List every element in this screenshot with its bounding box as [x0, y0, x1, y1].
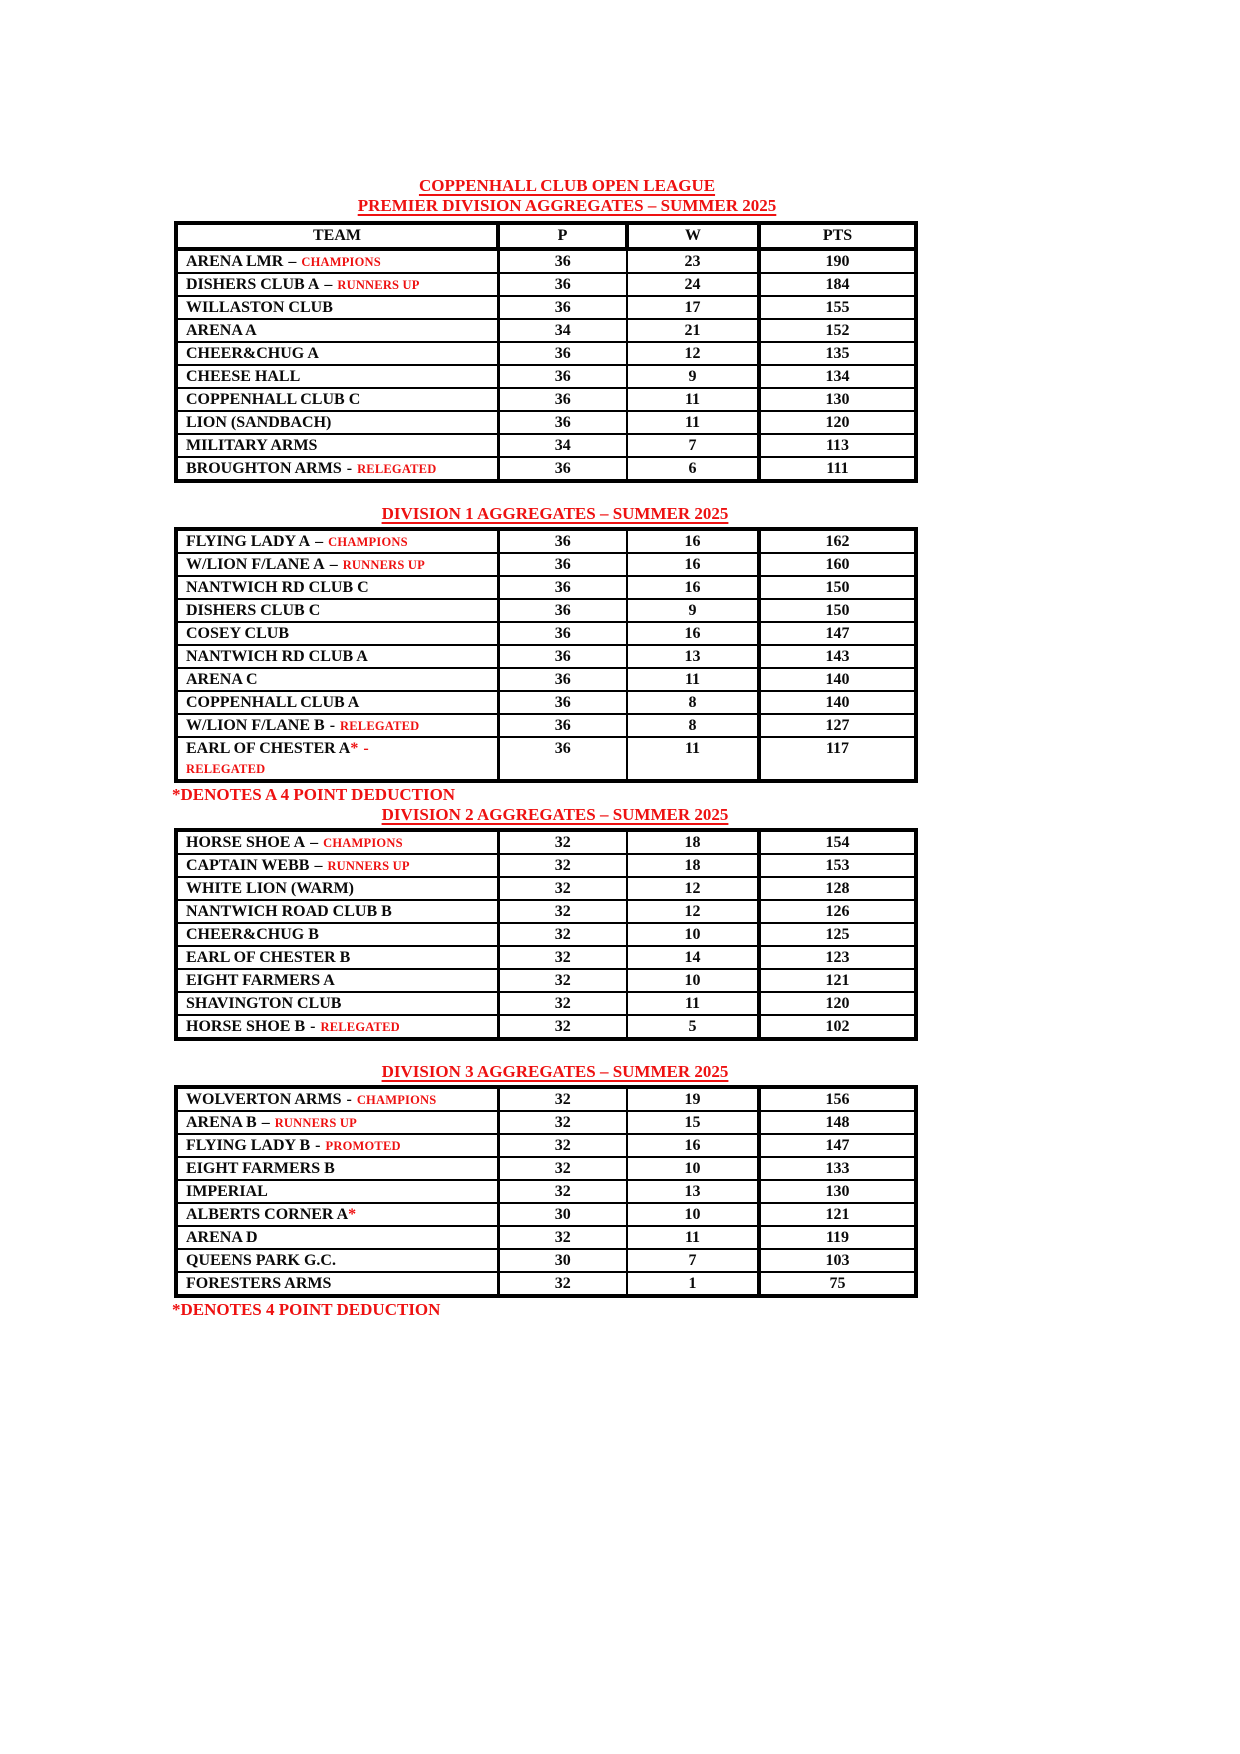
- status-annotation: RUNNERS UP: [342, 558, 425, 572]
- points-value: 140: [759, 691, 916, 714]
- team-cell: [176, 249, 498, 273]
- team-name: FLYING LADY A: [186, 533, 311, 550]
- points-value: 153: [759, 854, 916, 877]
- status-annotation: RUNNERS UP: [327, 859, 410, 873]
- played-value: 30: [498, 1203, 627, 1226]
- team-name: DISHERS CLUB A: [186, 276, 320, 293]
- played-value: 32: [498, 1157, 627, 1180]
- points-value: 75: [759, 1272, 916, 1296]
- status-annotation: CHAMPIONS: [328, 535, 408, 549]
- wins-value: 16: [627, 576, 759, 599]
- points-value: 155: [759, 296, 916, 319]
- team-cell: [176, 365, 498, 388]
- points-value: 113: [759, 434, 916, 457]
- team-name: ARENA A: [186, 322, 257, 339]
- points-value: 143: [759, 645, 916, 668]
- team-cell: [176, 1157, 498, 1180]
- played-value: 32: [498, 969, 627, 992]
- division-1-heading: DIVISION 1 AGGREGATES – SUMMER 2025: [381, 504, 729, 523]
- points-value: 140: [759, 668, 916, 691]
- table-row: [176, 1087, 916, 1111]
- division-2-heading: DIVISION 2 AGGREGATES – SUMMER 2025: [381, 805, 729, 824]
- separator-dash: -: [315, 1137, 321, 1154]
- separator-dash: -: [346, 460, 353, 477]
- team-cell: [176, 1134, 498, 1157]
- points-value: 121: [759, 969, 916, 992]
- table-row: [176, 1015, 916, 1039]
- team-name: CHEER&CHUG A: [186, 345, 319, 362]
- team-name: COPPENHALL CLUB A: [186, 694, 360, 711]
- team-cell: [176, 529, 498, 553]
- status-annotation: RUNNERS UP: [337, 278, 420, 292]
- wins-value: 11: [627, 992, 759, 1015]
- team-name: HORSE SHOE A: [186, 834, 306, 851]
- division-1-table: [174, 527, 918, 783]
- table-row: [176, 622, 916, 645]
- team-name: HORSE SHOE B: [186, 1018, 306, 1035]
- column-header-team: TEAM: [176, 223, 498, 249]
- separator-dash: –: [315, 533, 324, 550]
- team-cell: [176, 319, 498, 342]
- played-value: 32: [498, 946, 627, 969]
- played-value: 32: [498, 1272, 627, 1296]
- table-row: [176, 296, 916, 319]
- table-row: [176, 645, 916, 668]
- section-premier-division: [172, 221, 932, 483]
- separator-dash: –: [288, 253, 297, 270]
- wins-value: 10: [627, 969, 759, 992]
- points-value: 121: [759, 1203, 916, 1226]
- wins-value: 12: [627, 900, 759, 923]
- points-value: 111: [759, 457, 916, 481]
- table-row: [176, 411, 916, 434]
- wins-value: 13: [627, 1180, 759, 1203]
- points-value: 133: [759, 1157, 916, 1180]
- team-name: W/LION F/LANE B: [186, 717, 325, 734]
- team-cell: [176, 923, 498, 946]
- played-value: 32: [498, 1226, 627, 1249]
- played-value: 34: [498, 434, 627, 457]
- points-value: 148: [759, 1111, 916, 1134]
- header-row: [176, 223, 916, 249]
- played-value: 32: [498, 1015, 627, 1039]
- separator-dash: -: [310, 1018, 316, 1035]
- separator-dash: –: [324, 276, 333, 293]
- points-value: 134: [759, 365, 916, 388]
- status-annotation: CHAMPIONS: [323, 836, 403, 850]
- table-row: [176, 854, 916, 877]
- team-name: ARENA LMR: [186, 253, 284, 270]
- wins-value: 23: [627, 249, 759, 273]
- team-name: CHEER&CHUG B: [186, 926, 319, 943]
- team-name: COSEY CLUB: [186, 625, 289, 642]
- points-value: 154: [759, 830, 916, 854]
- wins-value: 18: [627, 830, 759, 854]
- team-name: IMPERIAL: [186, 1183, 268, 1200]
- division-2-table: [174, 828, 918, 1041]
- wins-value: 7: [627, 434, 759, 457]
- team-cell: [176, 946, 498, 969]
- played-value: 36: [498, 249, 627, 273]
- table-row: [176, 342, 916, 365]
- table-row: [176, 737, 916, 781]
- played-value: 32: [498, 830, 627, 854]
- team-cell: [176, 714, 498, 737]
- played-value: 32: [498, 877, 627, 900]
- table-row: [176, 319, 916, 342]
- wins-value: 15: [627, 1111, 759, 1134]
- table-row: [176, 273, 916, 296]
- separator-dash: –: [314, 857, 323, 874]
- team-cell: [176, 668, 498, 691]
- column-header-played: P: [498, 223, 627, 249]
- table-row: [176, 877, 916, 900]
- table-row: [176, 969, 916, 992]
- played-value: 32: [498, 1180, 627, 1203]
- team-cell: [176, 388, 498, 411]
- team-name: CHEESE HALL: [186, 368, 301, 385]
- table-row: [176, 529, 916, 553]
- table-row: [176, 691, 916, 714]
- wins-value: 8: [627, 714, 759, 737]
- team-cell: [176, 877, 498, 900]
- team-cell: [176, 830, 498, 854]
- table-row: [176, 1249, 916, 1272]
- table-row: [176, 249, 916, 273]
- table-row: [176, 1134, 916, 1157]
- played-value: 36: [498, 296, 627, 319]
- wins-value: 6: [627, 457, 759, 481]
- points-value: 130: [759, 1180, 916, 1203]
- table-row: [176, 599, 916, 622]
- wins-value: 14: [627, 946, 759, 969]
- played-value: 32: [498, 923, 627, 946]
- wins-value: 8: [627, 691, 759, 714]
- table-row: [176, 923, 916, 946]
- played-value: 36: [498, 714, 627, 737]
- team-name: QUEENS PARK G.C.: [186, 1252, 336, 1269]
- team-cell: [176, 737, 498, 781]
- premier-division-table: [174, 221, 918, 483]
- played-value: 36: [498, 737, 627, 781]
- table-row: [176, 830, 916, 854]
- status-annotation: CHAMPIONS: [301, 255, 381, 269]
- played-value: 34: [498, 319, 627, 342]
- table-row: [176, 714, 916, 737]
- wins-value: 16: [627, 553, 759, 576]
- status-annotation: RUNNERS UP: [274, 1116, 357, 1130]
- team-cell: [176, 273, 498, 296]
- team-name: ARENA C: [186, 671, 258, 688]
- status-annotation: RELEGATED: [357, 462, 437, 476]
- team-cell: [176, 622, 498, 645]
- team-cell: [176, 1180, 498, 1203]
- played-value: 36: [498, 273, 627, 296]
- points-value: 123: [759, 946, 916, 969]
- points-value: 156: [759, 1087, 916, 1111]
- team-name: WILLASTON CLUB: [186, 299, 333, 316]
- column-header-wins: W: [627, 223, 759, 249]
- table-row: [176, 668, 916, 691]
- played-value: 36: [498, 576, 627, 599]
- wins-value: 24: [627, 273, 759, 296]
- table-row: [176, 388, 916, 411]
- points-value: 102: [759, 1015, 916, 1039]
- points-value: 135: [759, 342, 916, 365]
- team-name: NANTWICH RD CLUB C: [186, 579, 369, 596]
- separator-dash: –: [329, 556, 338, 573]
- wins-value: 10: [627, 923, 759, 946]
- played-value: 36: [498, 365, 627, 388]
- wins-value: 1: [627, 1272, 759, 1296]
- team-cell: [176, 434, 498, 457]
- wins-value: 11: [627, 668, 759, 691]
- team-cell: [176, 599, 498, 622]
- wins-value: 12: [627, 877, 759, 900]
- points-value: 152: [759, 319, 916, 342]
- played-value: 32: [498, 900, 627, 923]
- team-name: W/LION F/LANE A: [186, 556, 325, 573]
- team-cell: [176, 457, 498, 481]
- played-value: 32: [498, 1134, 627, 1157]
- team-name: EIGHT FARMERS A: [186, 972, 335, 989]
- points-value: 125: [759, 923, 916, 946]
- played-value: 30: [498, 1249, 627, 1272]
- separator-dash: -: [346, 1091, 352, 1108]
- team-name: WHITE LION (WARM): [186, 880, 355, 897]
- team-name: FLYING LADY B: [186, 1137, 311, 1154]
- points-value: 128: [759, 877, 916, 900]
- played-value: 32: [498, 1111, 627, 1134]
- team-cell: [176, 1111, 498, 1134]
- played-value: 36: [498, 599, 627, 622]
- wins-value: 11: [627, 737, 759, 781]
- team-name: NANTWICH RD CLUB A: [186, 648, 368, 665]
- wins-value: 9: [627, 365, 759, 388]
- wins-value: 7: [627, 1249, 759, 1272]
- title-line-2: PREMIER DIVISION AGGREGATES – SUMMER 2025: [357, 196, 777, 215]
- points-value: 126: [759, 900, 916, 923]
- wins-value: 11: [627, 388, 759, 411]
- team-cell: [176, 411, 498, 434]
- wins-value: 16: [627, 622, 759, 645]
- division-3-footnote: *DENOTES 4 POINT DEDUCTION: [172, 1300, 441, 1319]
- wins-value: 9: [627, 599, 759, 622]
- played-value: 36: [498, 645, 627, 668]
- team-name: FORESTERS ARMS: [186, 1275, 332, 1292]
- played-value: 36: [498, 342, 627, 365]
- team-name: EARL OF CHESTER A: [186, 740, 351, 757]
- played-value: 36: [498, 411, 627, 434]
- division-1-footnote: *DENOTES A 4 POINT DEDUCTION: [172, 785, 456, 804]
- wins-value: 13: [627, 645, 759, 668]
- team-name: BROUGHTON ARMS: [186, 460, 342, 477]
- section-division-1: [172, 504, 932, 804]
- division-3-heading: DIVISION 3 AGGREGATES – SUMMER 2025: [381, 1062, 729, 1081]
- team-cell: [176, 992, 498, 1015]
- points-value: 127: [759, 714, 916, 737]
- team-name: CAPTAIN WEBB: [186, 857, 310, 874]
- table-row: [176, 434, 916, 457]
- table-row: [176, 946, 916, 969]
- wins-value: 11: [627, 411, 759, 434]
- deduction-asterisk: *: [348, 1206, 357, 1223]
- team-name: SHAVINGTON CLUB: [186, 995, 342, 1012]
- points-value: 184: [759, 273, 916, 296]
- team-cell: [176, 1087, 498, 1111]
- status-annotation: PROMOTED: [325, 1139, 401, 1153]
- table-row: [176, 1226, 916, 1249]
- team-cell: [176, 1015, 498, 1039]
- team-cell: [176, 969, 498, 992]
- title-line-1: COPPENHALL CLUB OPEN LEAGUE: [418, 176, 716, 195]
- section-division-3: [172, 1062, 932, 1319]
- team-cell: [176, 553, 498, 576]
- wins-value: 10: [627, 1203, 759, 1226]
- team-name: COPPENHALL CLUB C: [186, 391, 361, 408]
- points-value: 130: [759, 388, 916, 411]
- team-cell: [176, 296, 498, 319]
- separator-dash: -: [363, 740, 369, 757]
- separator-dash: -: [329, 717, 336, 734]
- points-value: 190: [759, 249, 916, 273]
- separator-dash: –: [261, 1114, 270, 1131]
- status-annotation: CHAMPIONS: [356, 1093, 437, 1107]
- wins-value: 16: [627, 1134, 759, 1157]
- table-row: [176, 553, 916, 576]
- played-value: 32: [498, 854, 627, 877]
- team-cell: [176, 854, 498, 877]
- team-cell: [176, 1226, 498, 1249]
- team-cell: [176, 1249, 498, 1272]
- played-value: 36: [498, 529, 627, 553]
- wins-value: 11: [627, 1226, 759, 1249]
- team-name: LION (SANDBACH): [186, 414, 332, 431]
- document-content: [172, 176, 932, 1319]
- table-row: [176, 576, 916, 599]
- wins-value: 19: [627, 1087, 759, 1111]
- wins-value: 17: [627, 296, 759, 319]
- division-3-table: [174, 1085, 918, 1298]
- wins-value: 5: [627, 1015, 759, 1039]
- points-value: 162: [759, 529, 916, 553]
- table-row: [176, 900, 916, 923]
- points-value: 119: [759, 1226, 916, 1249]
- team-cell: [176, 1203, 498, 1226]
- team-cell: [176, 1272, 498, 1296]
- played-value: 36: [498, 622, 627, 645]
- team-name: EARL OF CHESTER B: [186, 949, 351, 966]
- separator-dash: –: [310, 834, 319, 851]
- points-value: 150: [759, 576, 916, 599]
- points-value: 120: [759, 411, 916, 434]
- team-name: ARENA B: [186, 1114, 257, 1131]
- team-cell: [176, 900, 498, 923]
- points-value: 160: [759, 553, 916, 576]
- table-row: [176, 992, 916, 1015]
- points-value: 103: [759, 1249, 916, 1272]
- status-annotation: RELEGATED: [340, 719, 420, 733]
- wins-value: 21: [627, 319, 759, 342]
- section-division-2: [172, 805, 932, 1041]
- team-name: WOLVERTON ARMS: [186, 1091, 342, 1108]
- team-cell: [176, 576, 498, 599]
- team-name: EIGHT FARMERS B: [186, 1160, 335, 1177]
- table-row: [176, 1272, 916, 1296]
- table-row: [176, 457, 916, 481]
- played-value: 32: [498, 1087, 627, 1111]
- table-row: [176, 1180, 916, 1203]
- wins-value: 18: [627, 854, 759, 877]
- team-cell: [176, 691, 498, 714]
- team-cell: [176, 342, 498, 365]
- played-value: 36: [498, 457, 627, 481]
- points-value: 147: [759, 622, 916, 645]
- column-header-points: PTS: [759, 223, 916, 249]
- team-name: ARENA D: [186, 1229, 258, 1246]
- wins-value: 10: [627, 1157, 759, 1180]
- wins-value: 16: [627, 529, 759, 553]
- played-value: 32: [498, 992, 627, 1015]
- team-cell: [176, 645, 498, 668]
- table-row: [176, 1157, 916, 1180]
- team-name: ALBERTS CORNER A: [186, 1206, 349, 1223]
- played-value: 36: [498, 553, 627, 576]
- played-value: 36: [498, 691, 627, 714]
- status-annotation: RELEGATED: [186, 762, 266, 776]
- table-row: [176, 1203, 916, 1226]
- wins-value: 12: [627, 342, 759, 365]
- played-value: 36: [498, 388, 627, 411]
- points-value: 150: [759, 599, 916, 622]
- played-value: 36: [498, 668, 627, 691]
- points-value: 120: [759, 992, 916, 1015]
- team-name: MILITARY ARMS: [186, 437, 318, 454]
- points-value: 147: [759, 1134, 916, 1157]
- team-name: DISHERS CLUB C: [186, 602, 321, 619]
- document-title: [172, 176, 962, 216]
- points-value: 117: [759, 737, 916, 781]
- team-name: NANTWICH ROAD CLUB B: [186, 903, 392, 920]
- table-row: [176, 365, 916, 388]
- status-annotation: RELEGATED: [320, 1020, 400, 1034]
- deduction-asterisk: *: [350, 740, 359, 757]
- table-row: [176, 1111, 916, 1134]
